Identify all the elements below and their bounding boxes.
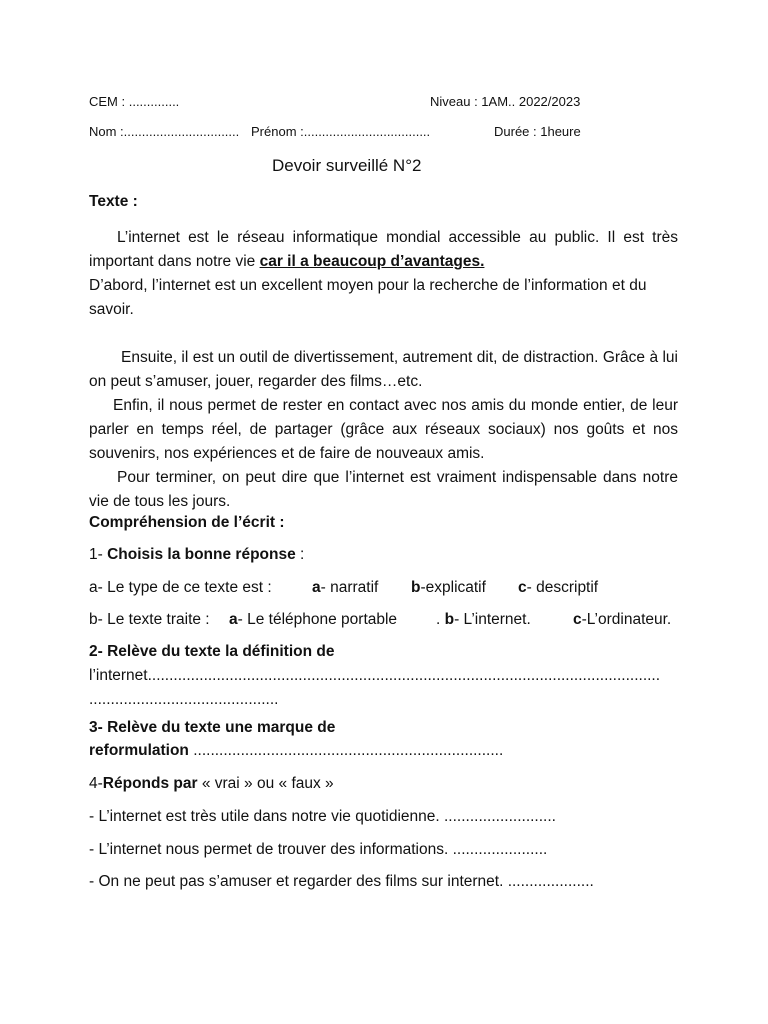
q1a-option-b-letter: b: [411, 579, 421, 596]
q1b-option-c-letter: c: [573, 611, 582, 628]
q1b-prefix: b- Le texte traite :: [89, 611, 210, 628]
question-2-label: 2- Relève du texte la définition de: [89, 643, 335, 660]
cem-field: CEM : ..............: [89, 94, 180, 109]
q1a-option-a-letter: a: [312, 579, 321, 596]
duree-field: Durée : 1heure: [494, 124, 581, 139]
q1a-option-b: [411, 579, 486, 597]
passage-paragraph-5: [89, 466, 678, 514]
comprehension-title: Compréhension de l’écrit :: [89, 514, 285, 531]
q1a-option-b-text: -explicatif: [420, 579, 486, 596]
q1b-option-b-pre: .: [436, 611, 445, 628]
question-1-number: 1-: [89, 546, 108, 563]
question-3-dots: ........................................................................: [188, 742, 504, 759]
q1a-option-c-text: - descriptif: [526, 579, 599, 596]
question-4-item: - On ne peut pas s’amuser et regarder des films sur internet. ....................: [89, 873, 594, 890]
q1b-option-a-text: - Le téléphone portable: [237, 611, 398, 628]
q1b-option-c-text: -L’ordinateur.: [581, 611, 672, 628]
question-2-answer-line-2: ............................................: [89, 691, 279, 708]
question-4: [89, 775, 334, 793]
q1b-option-a: [229, 611, 397, 629]
passage-paragraph-3: [89, 346, 678, 394]
question-4-item: - L’internet est très utile dans notre vie quotidienne. ..........................: [89, 808, 556, 825]
q1a-option-a-text: - narratif: [320, 579, 379, 596]
passage-p4-text: Enfin, il nous permet de rester en contact avec nos amis du monde entier, de leur parler en temps réel, de partager (grâce aux réseaux sociaux) nos goûts et nos souvenirs, nos expériences et de faire de nouveaux amis.: [89, 397, 678, 462]
nom-field: Nom :................................: [89, 124, 240, 139]
passage-p2-line2: savoir.: [89, 301, 134, 318]
page-title: Devoir surveillé N°2: [272, 156, 422, 175]
prenom-field: Prénom :...................................: [251, 124, 431, 139]
niveau-field: Niveau : 1AM.. 2022/2023: [430, 94, 581, 109]
q1a-option-a: [312, 579, 378, 597]
q1b-option-c: [573, 611, 671, 629]
q1a-prefix: a- Le type de ce texte est :: [89, 579, 272, 596]
question-1-label: Choisis la bonne réponse: [107, 546, 296, 563]
q1b-option-b: [436, 611, 531, 629]
question-1-suffix: :: [295, 546, 305, 563]
text-section-label: Texte :: [89, 193, 138, 210]
passage-p1-underlined: car il a beaucoup d’avantages.: [259, 253, 485, 270]
q1b-option-b-text: - L’internet.: [454, 611, 531, 628]
question-3-label: 3- Relève du texte une marque de: [89, 719, 336, 736]
q1b-option-a-letter: a: [229, 611, 238, 628]
question-4-number: 4-: [89, 775, 103, 792]
q1b-option-b-letter: b: [444, 611, 455, 628]
q1a-option-c: [518, 579, 598, 597]
passage-p2-line1: D’abord, l’internet est un excellent moyen pour la recherche de l’information et du: [89, 277, 647, 294]
question-4-item: - L’internet nous permet de trouver des informations. ......................: [89, 841, 548, 858]
question-4-label: Réponds par: [102, 775, 198, 792]
passage-paragraph-1: [89, 226, 678, 274]
question-1: [89, 546, 304, 564]
passage-p1-text: L’internet est le réseau informatique mondial accessible au public. Il est très important dans notre vie: [89, 229, 678, 270]
passage-paragraph-4: [89, 394, 678, 466]
passage-p5-text: Pour terminer, on peut dire que l’internet est vraiment indispensable dans notre vie de tous les jours.: [89, 469, 678, 510]
passage-paragraph-2: [89, 274, 678, 322]
q1a-option-c-letter: c: [518, 579, 527, 596]
question-3-answer-line: [89, 742, 503, 760]
passage-p3-text: Ensuite, il est un outil de divertissement, autrement dit, de distraction. Grâce à lui on peut s’amuser, jouer, regarder des films…etc.: [89, 349, 678, 390]
question-4-suffix: « vrai » ou « faux »: [197, 775, 334, 792]
question-2-answer-line-1: l’internet.......................................................................................................................: [89, 667, 661, 684]
question-3-word: reformulation: [89, 742, 189, 759]
